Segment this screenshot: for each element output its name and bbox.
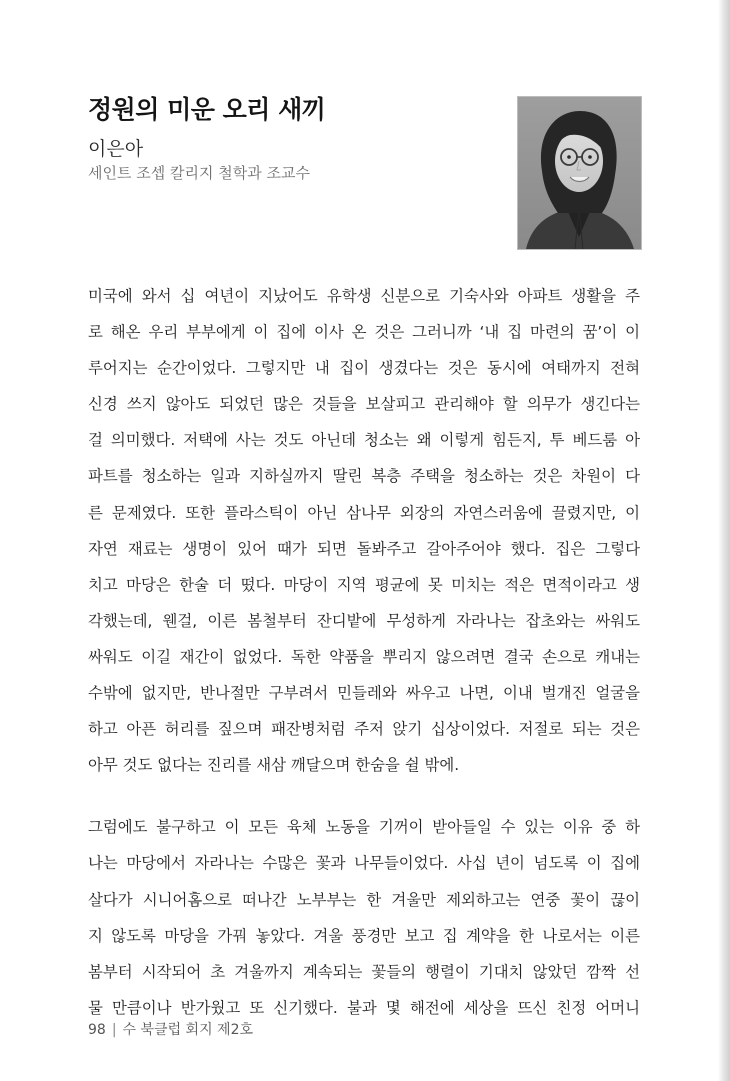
text-line: 나는 마당에서 자라나는 수많은 꽃과 나무들이었다. 사십 년이 넘도록 이 집에 <box>88 854 640 873</box>
text-line: 루어지는 순간이었다. 그렇지만 내 집이 생겼다는 것은 동시에 여태까지 전혀 <box>88 359 640 378</box>
page-number: 98 <box>88 1022 106 1038</box>
author-photo <box>517 96 642 250</box>
paragraph <box>88 809 640 1026</box>
text-line: 하고 아픈 허리를 짚으며 패잔병처럼 주저 앉기 십상이었다. 저절로 되는 것은 <box>88 720 640 739</box>
page-footer <box>88 1019 253 1039</box>
text-line: 치고 마당은 한술 더 떴다. 마당이 지역 평균에 못 미치는 적은 면적이라고 생 <box>88 575 640 594</box>
publication-name: 수 북클럽 회지 제2호 <box>122 1022 253 1038</box>
text-line: 신경 쓰지 않아도 되었던 많은 것들을 보살피고 관리해야 할 의무가 생긴다는 <box>88 395 640 414</box>
text-line: 파트를 청소하는 일과 지하실까지 딸린 복층 주택을 청소하는 것은 차원이 다 <box>88 467 640 486</box>
text-line: 걸 의미했다. 저택에 사는 것도 아닌데 청소는 왜 이렇게 힘든지, 투 베드룸 아 <box>88 431 640 450</box>
text-line: 미국에 와서 십 여년이 지났어도 유학생 신분으로 기숙사와 아파트 생활을 주 <box>88 287 640 305</box>
text-line: 봄부터 시작되어 초 겨울까지 계속되는 꽃들의 행렬이 기대치 않았던 깜짝 선 <box>88 962 640 981</box>
footer-separator: | <box>111 1022 117 1038</box>
author-affiliation: 세인트 조셉 칼리지 철학과 조교수 <box>88 164 310 182</box>
paragraph <box>88 278 640 783</box>
text-line: 살다가 시니어홈으로 떠나간 노부부는 한 겨울만 제외하고는 연중 꽃이 끊이 <box>88 890 640 909</box>
text-line: 수밖에 없지만, 반나절만 구부려서 민들레와 싸우고 나면, 이내 벌개진 얼굴을 <box>88 684 640 703</box>
text-line: 각했는데, 웬걸, 이른 봄철부터 잔디밭에 무성하게 자라나는 잡초와는 싸워도 <box>88 611 640 630</box>
page-edge-shadow <box>718 0 730 1081</box>
text-line: 로 해온 우리 부부에게 이 집에 이사 온 것은 그러니까 ‘내 집 마련의 꿈’이 이 <box>88 323 640 342</box>
author-name: 이은아 <box>88 138 144 160</box>
article-body <box>88 278 640 1052</box>
text-line: 물 만큼이나 반가웠고 또 신기했다. 불과 몇 해전에 세상을 뜨신 친정 어머니 <box>88 998 640 1017</box>
article-title: 정원의 미운 오리 새끼 <box>88 95 326 124</box>
text-line: 그럼에도 불구하고 이 모든 육체 노동을 기꺼이 받아들일 수 있는 이유 중 하 <box>88 818 640 837</box>
text-line: 른 문제였다. 또한 플라스틱이 아닌 삼나무 외장의 자연스러움에 끌렸지만, 이 <box>88 503 640 522</box>
text-line: 싸워도 이길 재간이 없었다. 독한 약품을 뿌리지 않으려면 결국 손으로 캐내는 <box>88 647 640 666</box>
text-line: 아무 것도 없다는 진리를 새삼 깨달으며 한숨을 쉴 밖에. <box>88 756 460 775</box>
text-line: 지 않도록 마당을 가꿔 놓았다. 겨울 풍경만 보고 집 계약을 한 나로서는 이른 <box>88 926 640 945</box>
text-line: 자연 재료는 생명이 있어 때가 되면 돌봐주고 갈아주어야 했다. 집은 그렇다 <box>88 539 640 558</box>
